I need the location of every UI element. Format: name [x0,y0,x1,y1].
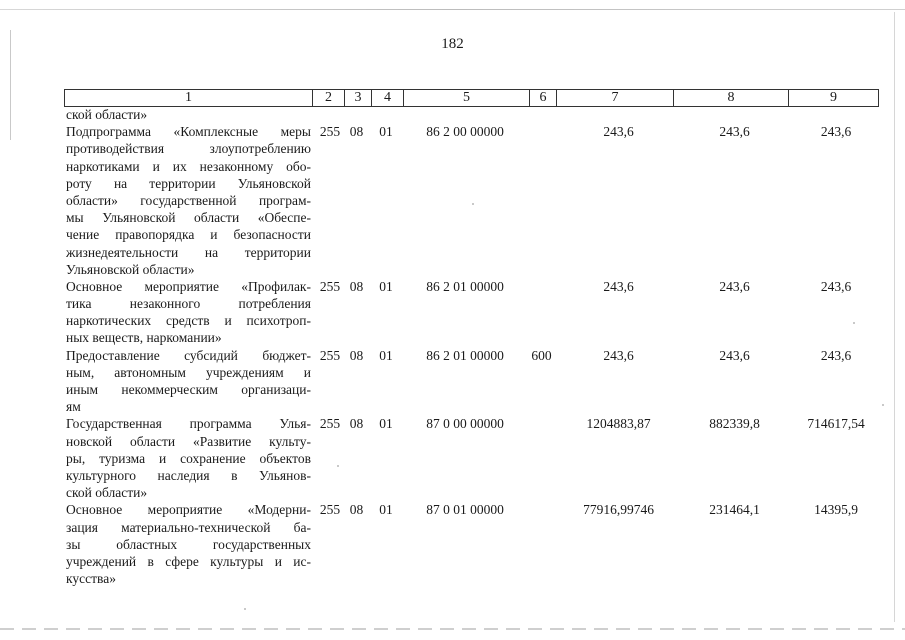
scan-speck [882,404,884,406]
cell-name [64,278,311,347]
table-row [64,278,877,347]
name-line: ры, туризма и сохранение объектов [66,450,311,466]
cell-grbs: 255 [319,278,341,294]
page-number: 182 [441,36,464,52]
scan-edge-bottom [0,628,905,630]
cell-tselevaya-statya: 87 0 00 00000 [426,416,504,432]
cell-podrazdel: 01 [379,416,393,432]
cell-name [64,123,311,278]
cell-sum-year-1: 243,6 [603,124,634,140]
cell-sum-year-2: 243,6 [719,278,750,294]
cell-tselevaya-statya: 86 2 01 00000 [426,278,504,294]
name-line: зация материально-технической ба- [66,519,311,535]
name-line: ным, автономным учреждениям и [66,364,311,380]
cell-razdel: 08 [349,124,364,140]
scan-edge-right [894,12,895,622]
cell-podrazdel: 01 [379,347,393,363]
column-header: 2 [312,90,344,106]
cell-podrazdel: 01 [379,502,393,518]
cell-sum-year-2: 882339,8 [709,416,760,432]
name-line: противодействия злоупотреблению [66,141,311,157]
name-line: ской области» [66,107,148,122]
cell-grbs: 255 [319,124,341,140]
cell-podrazdel: 01 [379,124,393,140]
name-line: Ульяновской области» [66,261,195,277]
name-line: Государственная программа Улья- [66,416,311,432]
column-header: 1 [185,90,192,105]
name-line: Основное мероприятие «Модерни- [66,502,311,518]
cell-sum-year-2: 243,6 [719,124,750,140]
name-line: иным некоммерческим организаци- [66,382,311,397]
cell-name [64,415,311,501]
cell-tselevaya-statya: 87 0 01 00000 [426,502,504,518]
cell-sum-year-3: 243,6 [820,124,852,140]
cell-sum-year-3: 243,6 [820,347,852,363]
cell-name [64,501,311,587]
name-line: учреждений в сфере культуры и ис- [66,553,311,569]
cell-sum-year-1: 1204883,87 [586,416,651,432]
cell-grbs: 255 [319,502,341,518]
name-line: тика незаконного потребления [66,296,311,312]
column-header: 9 [788,90,878,106]
scan-speck [244,608,246,610]
cell-tselevaya-statya: 86 2 00 00000 [426,124,504,140]
table-row [64,106,877,123]
cell-razdel: 08 [349,502,364,518]
cell-podrazdel: 01 [379,278,393,294]
table-row [64,415,877,501]
cell-razdel: 08 [349,347,364,363]
column-header: 6 [529,90,556,106]
column-header: 7 [556,90,673,106]
cell-grbs: 255 [319,416,341,432]
table-row [64,501,877,587]
name-line: культурного наследия в Ульянов- [66,467,311,483]
cell-sum-year-1: 243,6 [603,347,634,363]
cell-vid-raskhodov: 600 [531,347,552,363]
name-line: наркотиками и их незаконному обо- [66,158,311,174]
name-line: кусства» [66,571,116,587]
cell-razdel: 08 [349,416,364,432]
cell-sum-year-3: 714617,54 [807,416,865,432]
column-header: 4 [371,90,403,106]
cell-sum-year-2: 231464,1 [709,502,760,518]
cell-name [64,106,311,123]
table-row [64,347,877,416]
name-line: мы Ульяновской области «Обеспе- [66,210,311,226]
cell-sum-year-3: 243,6 [820,278,852,294]
cell-sum-year-1: 77916,99746 [583,502,654,518]
name-line: Основное мероприятие «Профилак- [66,278,311,294]
table-header [64,89,879,107]
cell-razdel: 08 [349,278,364,294]
name-line: наркотических средств и психотроп- [66,313,311,329]
column-header: 8 [673,90,788,106]
column-header: 5 [403,90,529,106]
name-line: области» государственной програм- [66,192,311,208]
name-line: новской области «Развитие культу- [66,433,311,449]
name-line: ям [66,399,81,415]
name-line: роту на территории Ульяновской [66,175,311,191]
name-line: чение правопорядка и безопасности [66,227,311,243]
name-line: Предоставление субсидий бюджет- [66,347,311,363]
table-body [64,106,877,587]
name-line: ных веществ, наркомании» [66,330,222,346]
cell-grbs: 255 [319,347,341,363]
cell-name [64,347,311,416]
name-line: ской области» [66,485,148,501]
table-row [64,123,877,278]
column-header: 3 [344,90,371,106]
cell-tselevaya-statya: 86 2 01 00000 [426,347,504,363]
name-line: Подпрограмма «Комплексные меры [66,124,311,140]
cell-sum-year-2: 243,6 [719,347,750,363]
name-line: зы областных государственных [66,536,311,552]
scan-edge-top [0,9,905,10]
name-line: жизнедеятельности на территории [66,244,311,260]
cell-sum-year-3: 14395,9 [814,502,858,518]
cell-sum-year-1: 243,6 [603,278,634,294]
